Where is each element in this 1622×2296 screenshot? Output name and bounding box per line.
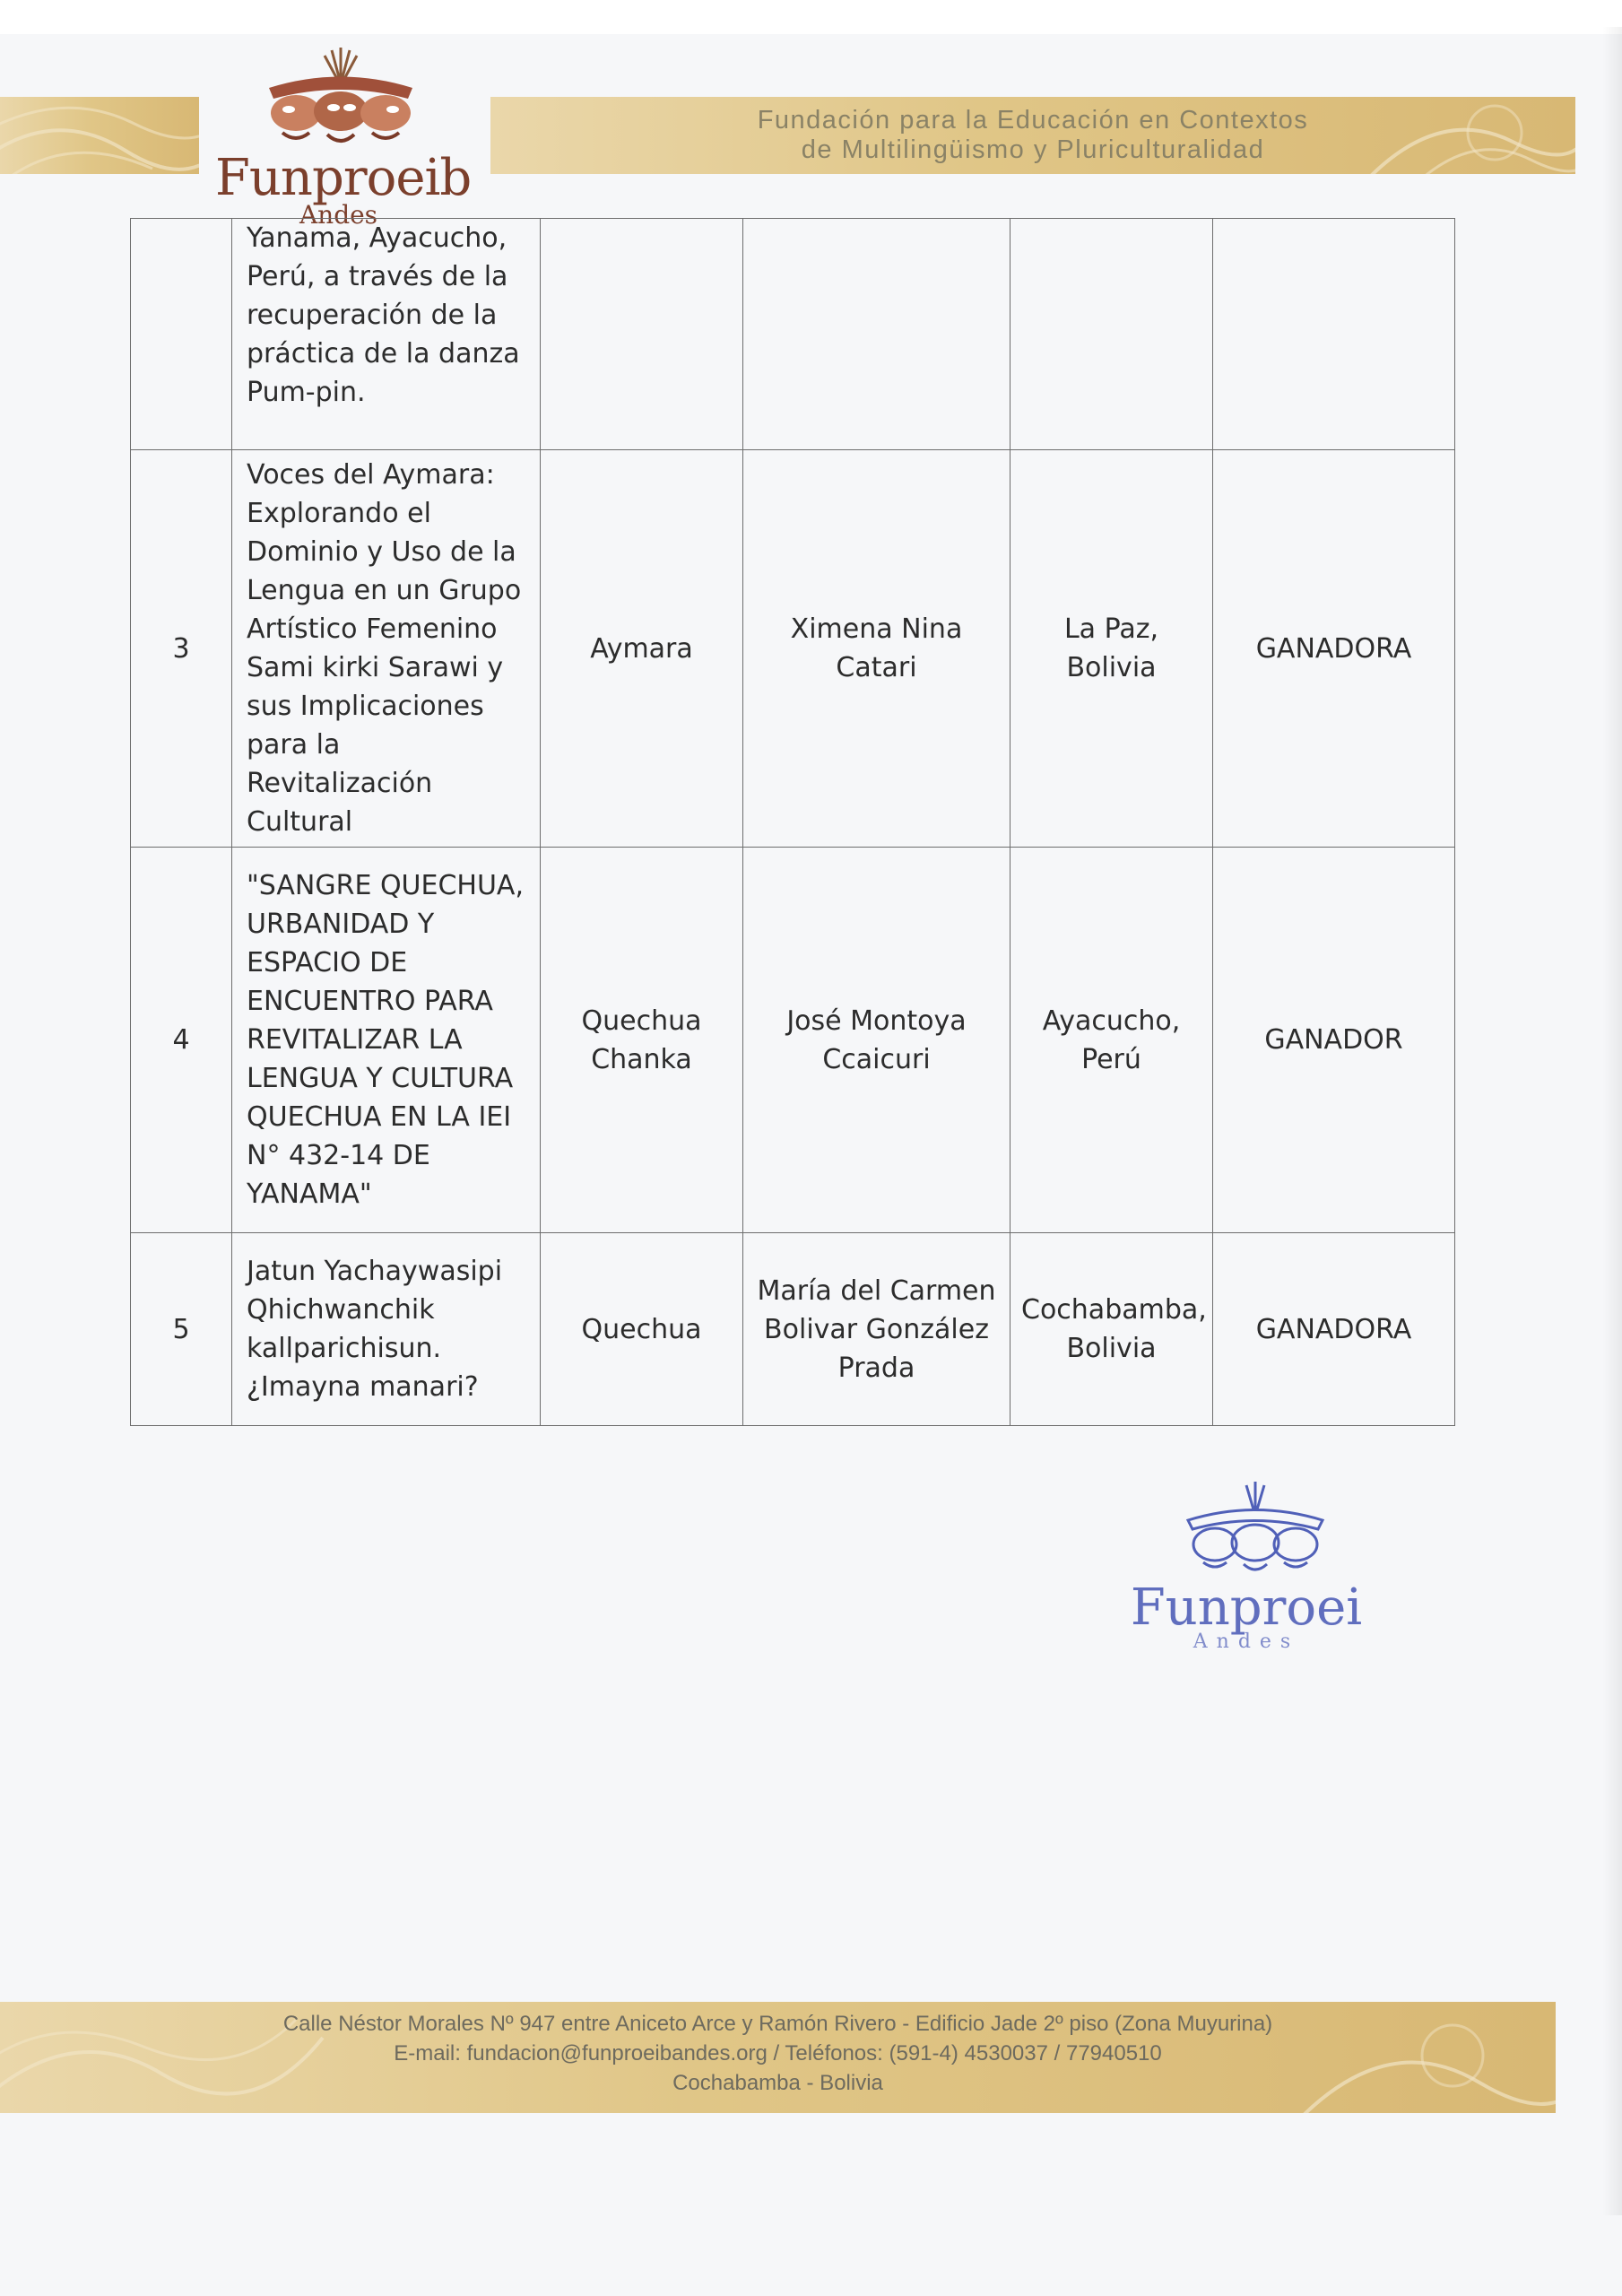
- row-number-cell: 3: [131, 450, 232, 848]
- author-line: Ximena Nina: [790, 613, 963, 645]
- thesis-title-line: Dominio y Uso de la: [247, 536, 516, 568]
- language-line: Aymara: [590, 632, 693, 665]
- result-cell: GANADORA: [1213, 1233, 1455, 1426]
- thesis-title-cell: [232, 1233, 541, 1426]
- footer-email-phone: E-mail: fundacion@funproeibandes.org / Teléfonos: (591-4) 4530037 / 77940510: [394, 2041, 1162, 2066]
- thesis-title-line: Lengua en un Grupo: [247, 575, 522, 606]
- language-cell: [541, 848, 743, 1233]
- table-row: [131, 219, 1455, 450]
- scan-shadow: [1602, 27, 1622, 2215]
- author-cell: [743, 848, 1010, 1233]
- place-line: Bolivia: [1066, 652, 1157, 683]
- language-line: Quechua: [581, 1004, 702, 1037]
- stamp-logo: [1103, 1480, 1399, 1677]
- funproeib-logo: [215, 43, 484, 230]
- row-number-cell: 4: [131, 848, 232, 1233]
- masks-stamp-icon: [1166, 1480, 1345, 1583]
- masks-emblem-icon: [242, 43, 439, 155]
- thesis-title-line: kallparichisun.: [247, 1333, 442, 1364]
- place-line: La Paz,: [1063, 613, 1159, 645]
- logo-subtitle: Andes: [299, 200, 378, 230]
- thesis-title-line: "SANGRE QUECHUA,: [247, 870, 524, 901]
- row-number-cell: [131, 219, 232, 450]
- place-line: Perú: [1081, 1043, 1141, 1075]
- thesis-title-line: sus Implicaciones: [247, 691, 484, 722]
- header-band: [490, 97, 1575, 174]
- thesis-title-line: Pum-pin.: [247, 377, 366, 408]
- place-cell: [1010, 848, 1213, 1233]
- thesis-title-line: práctica de la danza: [247, 338, 520, 370]
- thesis-title-line: Perú, a través de la: [247, 261, 508, 292]
- thesis-title-line: Jatun Yachaywasipi: [247, 1256, 503, 1287]
- place-cell: [1010, 450, 1213, 848]
- thesis-title-line: ¿Imayna manari?: [247, 1371, 479, 1403]
- author-line: José Montoya: [786, 1004, 967, 1037]
- foundation-name-line2: de Multilingüismo y Pluriculturalidad: [801, 135, 1265, 164]
- author-cell: [743, 450, 1010, 848]
- author-line: Ccaicuri: [822, 1043, 931, 1075]
- swirl-pattern-icon: [0, 97, 199, 174]
- thesis-title-line: REVITALIZAR LA: [247, 1024, 463, 1056]
- footer-contact: [0, 2009, 1556, 2098]
- thesis-title-line: N° 432-14 DE: [247, 1140, 430, 1171]
- thesis-title-line: Qhichwanchik: [247, 1294, 435, 1326]
- result-cell: GANADOR: [1213, 848, 1455, 1233]
- language-line: Chanka: [591, 1043, 692, 1075]
- thesis-title-cell: [232, 848, 541, 1233]
- thesis-title-line: ESPACIO DE: [247, 947, 408, 978]
- table-row: [131, 848, 1455, 1233]
- results-table: [130, 218, 1455, 1426]
- language-line: Quechua: [581, 1313, 702, 1345]
- result-cell: GANADORA: [1213, 450, 1455, 848]
- page-top-edge: [0, 0, 1622, 34]
- thesis-title-line: LENGUA Y CULTURA: [247, 1063, 514, 1094]
- stamp-wordmark: Funproei: [1130, 1578, 1363, 1637]
- foundation-name: [490, 106, 1575, 165]
- thesis-title-cell: [232, 450, 541, 848]
- author-line: Catari: [836, 652, 917, 683]
- author-cell: [743, 1233, 1010, 1426]
- thesis-title-line: Sami kirki Sarawi y: [247, 652, 504, 683]
- thesis-title-line: recuperación de la: [247, 300, 498, 331]
- place-line: Bolivia: [1066, 1333, 1157, 1364]
- result-cell: [1213, 219, 1455, 450]
- thesis-title-line: Voces del Aymara:: [247, 459, 495, 491]
- thesis-title-line: Artístico Femenino: [247, 613, 498, 645]
- thesis-title-line: Explorando el: [247, 498, 431, 529]
- thesis-title-line: URBANIDAD Y: [247, 909, 435, 940]
- thesis-title-line: Cultural: [247, 806, 353, 838]
- place-cell: [1010, 219, 1213, 450]
- place-line: Cochabamba,: [1021, 1294, 1207, 1326]
- author-cell: [743, 219, 1010, 450]
- thesis-title-line: para la Revitalización: [247, 729, 433, 799]
- thesis-title-line: Yanama, Ayacucho,: [247, 222, 507, 254]
- language-cell: [541, 1233, 743, 1426]
- row-number-cell: 5: [131, 1233, 232, 1426]
- place-line: Ayacucho,: [1042, 1004, 1181, 1037]
- place-cell: [1010, 1233, 1213, 1426]
- table-row: [131, 450, 1455, 848]
- header-band-left: [0, 97, 199, 174]
- author-line: Prada: [837, 1352, 915, 1384]
- footer-address: Calle Néstor Morales Nº 947 entre Aniceto Arce y Ramón Rivero - Edificio Jade 2º piso (Zona Muyurina): [282, 2012, 1273, 2036]
- foundation-name-line1: Fundación para la Educación en Contextos: [757, 106, 1309, 135]
- language-cell: [541, 450, 743, 848]
- footer-band: [0, 2002, 1556, 2113]
- language-cell: [541, 219, 743, 450]
- author-line: Bolivar González: [764, 1313, 989, 1345]
- thesis-title-line: ENCUENTRO PARA: [247, 986, 493, 1017]
- thesis-title-cell: [232, 219, 541, 450]
- footer-city: Cochabamba - Bolivia: [672, 2071, 883, 2095]
- thesis-title-line: QUECHUA EN LA IEI: [247, 1101, 512, 1133]
- logo-wordmark: Funproeib: [215, 149, 472, 207]
- author-line: María del Carmen: [757, 1274, 996, 1307]
- table-row: [131, 1233, 1455, 1426]
- thesis-title-line: YANAMA": [247, 1178, 372, 1210]
- stamp-subtitle: Andes: [1193, 1631, 1300, 1653]
